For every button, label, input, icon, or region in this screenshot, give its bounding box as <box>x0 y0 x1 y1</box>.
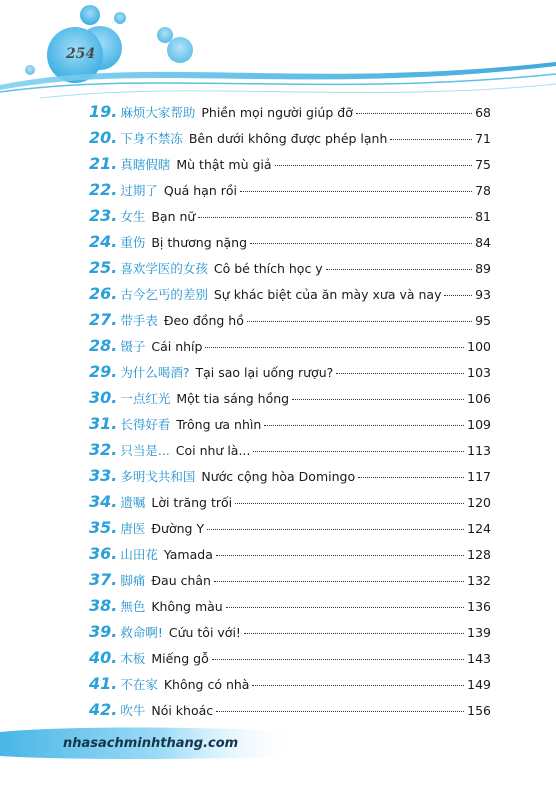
toc-entry[interactable] <box>89 492 491 518</box>
entry-vietnamese-title: Lời trăng trối <box>151 495 233 510</box>
entry-vietnamese-title: Bên dưới không được phép lạnh <box>188 131 388 146</box>
entry-page-number: 75 <box>475 157 491 172</box>
entry-vietnamese-title: Một tia sáng hồng <box>176 391 290 406</box>
entry-chinese-title: 唐医 <box>120 521 146 536</box>
dot-leader <box>207 529 464 530</box>
dot-leader <box>356 113 472 114</box>
entry-vietnamese-title: Quá hạn rồi <box>163 183 237 198</box>
entry-number: 31. <box>89 414 118 433</box>
entry-chinese-title: 带手表 <box>120 313 158 328</box>
decor-bubble <box>25 65 35 75</box>
website-text: nhasachminhthang.com <box>63 736 239 751</box>
toc-entry[interactable] <box>89 518 491 544</box>
entry-number: 19. <box>89 102 118 121</box>
decor-bubble <box>114 12 126 24</box>
entry-page-number: 100 <box>467 339 491 354</box>
entry-vietnamese-title: Cứu tôi với! <box>168 625 241 640</box>
entry-number: 41. <box>89 674 118 693</box>
entry-chinese-title: 过期了 <box>120 183 158 198</box>
dot-leader <box>358 477 464 478</box>
toc-entry[interactable] <box>89 128 491 154</box>
entry-vietnamese-title: Yamada <box>163 547 213 562</box>
entry-number: 21. <box>89 154 118 173</box>
entry-vietnamese-title: Tại sao lại uống rượu? <box>195 365 334 380</box>
entry-number: 35. <box>89 518 118 537</box>
toc-entry[interactable] <box>89 258 491 284</box>
entry-vietnamese-title: Bạn nữ <box>151 209 196 224</box>
entry-page-number: 71 <box>475 131 491 146</box>
entry-number: 34. <box>89 492 118 511</box>
entry-vietnamese-title: Phiền mọi người giúp đỡ <box>201 105 353 120</box>
toc-entry[interactable] <box>89 596 491 622</box>
entry-chinese-title: 女生 <box>120 209 146 224</box>
entry-vietnamese-title: Trông ưa nhìn <box>176 417 262 432</box>
dot-leader <box>444 295 472 296</box>
toc-entry[interactable] <box>89 284 491 310</box>
dot-leader <box>250 243 472 244</box>
toc-entry[interactable] <box>89 648 491 674</box>
dot-leader <box>216 555 464 556</box>
toc-entry[interactable] <box>89 700 491 726</box>
toc-entry[interactable] <box>89 206 491 232</box>
entry-number: 22. <box>89 180 118 199</box>
entry-vietnamese-title: Không màu <box>151 599 223 614</box>
entry-number: 25. <box>89 258 118 277</box>
entry-chinese-title: 脚痛 <box>120 573 146 588</box>
dot-leader <box>244 633 464 634</box>
dot-leader <box>240 191 472 192</box>
entry-chinese-title: 不在家 <box>120 677 158 692</box>
entry-chinese-title: 無色 <box>120 599 146 614</box>
entry-chinese-title: 麻烦大家帮助 <box>120 105 196 120</box>
entry-chinese-title: 下身不禁冻 <box>120 131 183 146</box>
toc-entry[interactable] <box>89 570 491 596</box>
entry-chinese-title: 镊子 <box>120 339 146 354</box>
entry-page-number: 109 <box>467 417 491 432</box>
entry-page-number: 89 <box>475 261 491 276</box>
dot-leader <box>216 711 464 712</box>
dot-leader <box>292 399 464 400</box>
toc-entry[interactable] <box>89 232 491 258</box>
entry-vietnamese-title: Miếng gỗ <box>151 651 209 666</box>
entry-number: 27. <box>89 310 118 329</box>
entry-number: 30. <box>89 388 118 407</box>
entry-page-number: 93 <box>475 287 491 302</box>
toc-entry[interactable] <box>89 180 491 206</box>
entry-page-number: 136 <box>467 599 491 614</box>
entry-chinese-title: 为什么喝酒? <box>120 365 190 380</box>
entry-chinese-title: 古今乞丐的差别 <box>120 287 208 302</box>
entry-page-number: 117 <box>467 469 491 484</box>
entry-number: 40. <box>89 648 118 667</box>
entry-chinese-title: 喜欢学医的女孩 <box>120 261 208 276</box>
entry-page-number: 143 <box>467 651 491 666</box>
entry-chinese-title: 真瞎假瞎 <box>120 157 171 172</box>
entry-page-number: 84 <box>475 235 491 250</box>
entry-vietnamese-title: Sự khác biệt của ăn mày xưa và nay <box>213 287 442 302</box>
entry-chinese-title: 山田花 <box>120 547 158 562</box>
entry-vietnamese-title: Đường Y <box>151 521 205 536</box>
entry-page-number: 95 <box>475 313 491 328</box>
entry-page-number: 124 <box>467 521 491 536</box>
entry-number: 39. <box>89 622 118 641</box>
entry-chinese-title: 吹牛 <box>120 703 146 718</box>
toc-entry[interactable] <box>89 544 491 570</box>
entry-vietnamese-title: Mù thật mù giả <box>176 157 272 172</box>
entry-number: 28. <box>89 336 118 355</box>
entry-chinese-title: 救命啊! <box>120 625 163 640</box>
entry-page-number: 68 <box>475 105 491 120</box>
dot-leader <box>214 581 464 582</box>
entry-page-number: 132 <box>467 573 491 588</box>
toc-entry[interactable] <box>89 414 491 440</box>
toc-entry[interactable] <box>89 310 491 336</box>
dot-leader <box>247 321 472 322</box>
entry-chinese-title: 只当是... <box>120 443 170 458</box>
dot-leader <box>252 685 464 686</box>
entry-vietnamese-title: Cô bé thích học y <box>213 261 323 276</box>
entry-number: 20. <box>89 128 118 147</box>
entry-chinese-title: 多明戈共和国 <box>120 469 196 484</box>
dot-leader <box>253 451 464 452</box>
entry-number: 29. <box>89 362 118 381</box>
toc-entry[interactable] <box>89 622 491 648</box>
dot-leader <box>226 607 464 608</box>
decor-bubble <box>80 5 100 25</box>
dot-leader <box>198 217 472 218</box>
dot-leader <box>264 425 464 426</box>
table-of-contents <box>89 102 491 726</box>
entry-vietnamese-title: Đau chân <box>151 573 211 588</box>
toc-entry[interactable] <box>89 440 491 466</box>
entry-vietnamese-title: Bị thương nặng <box>151 235 248 250</box>
entry-number: 24. <box>89 232 118 251</box>
dot-leader <box>212 659 464 660</box>
entry-page-number: 139 <box>467 625 491 640</box>
entry-chinese-title: 重伤 <box>120 235 146 250</box>
toc-entry[interactable] <box>89 154 491 180</box>
dot-leader <box>390 139 472 140</box>
toc-entry[interactable] <box>89 362 491 388</box>
decor-bubble <box>167 37 193 63</box>
entry-vietnamese-title: Không có nhà <box>163 677 250 692</box>
entry-number: 36. <box>89 544 118 563</box>
dot-leader <box>326 269 472 270</box>
toc-entry[interactable] <box>89 674 491 700</box>
dot-leader <box>336 373 464 374</box>
entry-number: 32. <box>89 440 118 459</box>
decor-bubble <box>157 27 173 43</box>
entry-vietnamese-title: Cái nhíp <box>151 339 203 354</box>
entry-number: 37. <box>89 570 118 589</box>
dot-leader <box>235 503 464 504</box>
entry-number: 33. <box>89 466 118 485</box>
entry-number: 26. <box>89 284 118 303</box>
entry-vietnamese-title: Nói khoác <box>151 703 214 718</box>
entry-vietnamese-title: Đeo đồng hồ <box>163 313 244 328</box>
dot-leader <box>205 347 464 348</box>
entry-page-number: 113 <box>467 443 491 458</box>
entry-chinese-title: 一点红光 <box>120 391 171 406</box>
toc-entry[interactable] <box>89 388 491 414</box>
entry-page-number: 149 <box>467 677 491 692</box>
page-number: 254 <box>66 46 96 62</box>
entry-vietnamese-title: Nước cộng hòa Domingo <box>201 469 356 484</box>
entry-page-number: 120 <box>467 495 491 510</box>
entry-page-number: 78 <box>475 183 491 198</box>
entry-page-number: 156 <box>467 703 491 718</box>
entry-chinese-title: 长得好看 <box>120 417 171 432</box>
toc-entry[interactable] <box>89 466 491 492</box>
dot-leader <box>275 165 473 166</box>
toc-entry[interactable] <box>89 336 491 362</box>
entry-number: 23. <box>89 206 118 225</box>
entry-page-number: 128 <box>467 547 491 562</box>
entry-number: 42. <box>89 700 118 719</box>
entry-page-number: 103 <box>467 365 491 380</box>
entry-page-number: 81 <box>475 209 491 224</box>
entry-page-number: 106 <box>467 391 491 406</box>
entry-chinese-title: 木板 <box>120 651 146 666</box>
entry-chinese-title: 遗嘱 <box>120 495 146 510</box>
entry-number: 38. <box>89 596 118 615</box>
entry-vietnamese-title: Coi như là... <box>175 443 251 458</box>
toc-entry[interactable] <box>89 102 491 128</box>
